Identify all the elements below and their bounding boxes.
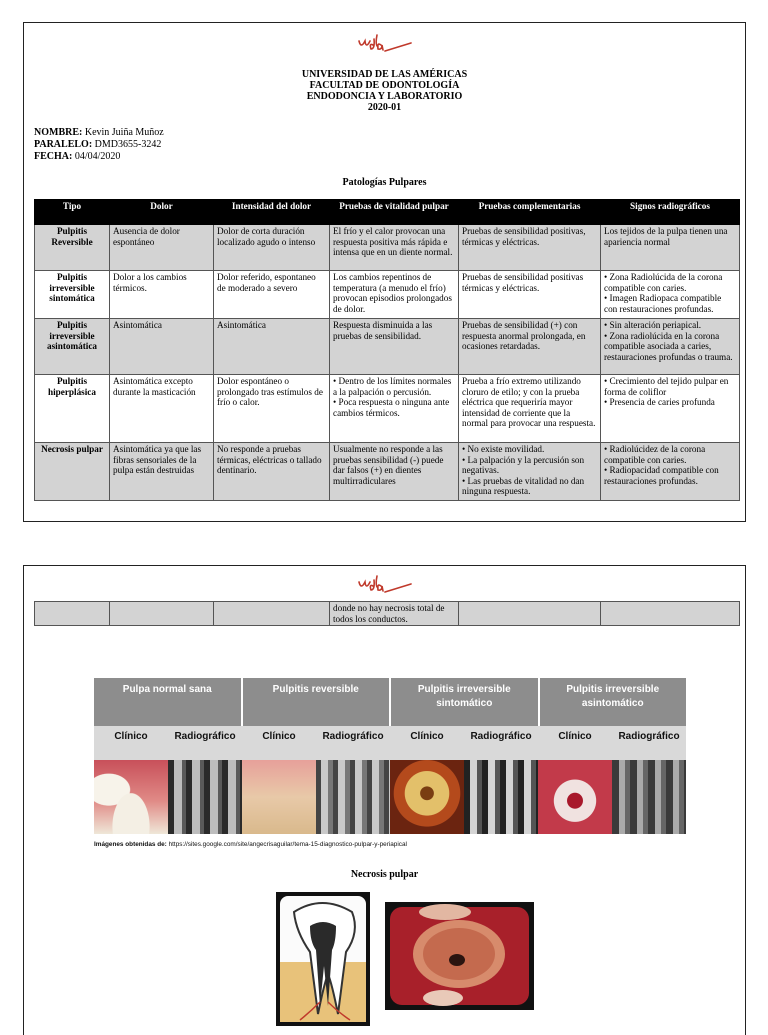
table-row <box>35 375 740 443</box>
subheader-radiografico: Radiográfico <box>174 731 236 742</box>
header-pulpitis-reversible: Pulpitis reversible <box>243 678 392 726</box>
list-item: • La palpación y la percusión son negativas. <box>462 454 585 476</box>
fecha-label: FECHA: <box>34 151 73 162</box>
university-header <box>24 69 745 113</box>
list-item: • Imagen Radiopaca compatible con restauraciones profundas. <box>604 293 722 314</box>
cell-vitalidad: Los cambios repentinos de temperatura (a menudo el frío) provocan episodios prolongados de dolor. <box>330 271 459 319</box>
paralelo-label: PARALELO: <box>34 139 93 150</box>
col-header-complementarias: Pruebas complementarias <box>459 200 601 225</box>
cell-complementarias: Pruebas de sensibilidad (+) con respuesta anormal prolongada, en ocasiones retardadas. <box>459 319 601 375</box>
subheader-radiografico: Radiográfico <box>470 731 532 742</box>
cell-tipo: Pulpitis hiperplásica <box>35 375 110 443</box>
student-info <box>34 127 164 163</box>
nombre-label: NOMBRE: <box>34 127 83 138</box>
document-title: Patologías Pulpares <box>342 177 427 188</box>
header-pulpa-normal: Pulpa normal sana <box>94 678 243 726</box>
col-header-radiograficos: Signos radiográficos <box>601 200 740 225</box>
cell-vitalidad: Respuesta disminuida a las pruebas de sensibilidad. <box>330 319 459 375</box>
image-table-header <box>94 678 686 726</box>
cell-tipo: Pulpitis Reversible <box>35 225 110 271</box>
header-course: ENDODONCIA Y LABORATORIO <box>306 91 463 102</box>
list-item: • Las pruebas de vitalidad no dan ninguna respuesta. <box>462 475 585 497</box>
subheader-clinico: Clínico <box>262 731 296 742</box>
list-item: • Zona Radiolúcida de la corona compatible con caries. <box>604 272 723 293</box>
header-pulpitis-irreversible-asintomatico: Pulpitis irreversible asintomático <box>540 678 687 726</box>
document-page-1 <box>23 22 746 522</box>
subheader-clinico: Clínico <box>410 731 444 742</box>
cell-tipo: Pulpitis irreversible asintomática <box>35 319 110 375</box>
image-table-subheader <box>94 726 686 760</box>
clinical-photo-irreversible-asymptomatic <box>538 760 612 834</box>
col-header-intensidad: Intensidad del dolor <box>214 200 330 225</box>
cell-dolor: Asintomática ya que las fibras sensoriales de la pulpa están destruidas <box>110 443 214 501</box>
cell-radiograficos <box>601 443 740 501</box>
cell-tipo: Pulpitis irreversible sintomática <box>35 271 110 319</box>
document-page-2 <box>23 565 746 1035</box>
list-item: • Radiopacidad compatible con restauraciones profundas. <box>604 465 719 486</box>
table-header-row <box>35 200 740 225</box>
cell-vitalidad <box>330 375 459 443</box>
header-pulpitis-irreversible-sintomatico: Pulpitis irreversible sintomático <box>391 678 540 726</box>
table-row <box>35 443 740 501</box>
cell-complementarias: Pruebas de sensibilidad positivas térmicas y eléctricas. <box>459 271 601 319</box>
cell-tipo: Necrosis pulpar <box>35 443 110 501</box>
image-source <box>94 841 407 848</box>
table-row <box>35 319 740 375</box>
header-faculty: FACULTAD DE ODONTOLOGÍA <box>309 80 460 91</box>
header-university: UNIVERSIDAD DE LAS AMÉRICAS <box>301 69 468 80</box>
cell-complementarias: Pruebas de sensibilidad positivas, térmicas y eléctricas. <box>459 225 601 271</box>
image-row <box>94 760 686 834</box>
cell-radiograficos <box>601 319 740 375</box>
cell-dolor: Asintomática <box>110 319 214 375</box>
cell-dolor: Dolor a los cambios térmicos. <box>110 271 214 319</box>
subheader-clinico: Clínico <box>114 731 148 742</box>
source-link[interactable]: https://sites.google.com/site/angecrisaguilar/tema-15-diagnostico-pulpar-y-periapical <box>166 841 407 848</box>
cell-vitalidad: donde no hay necrosis total de todos los conductos. <box>330 602 459 626</box>
udla-logo <box>24 31 745 60</box>
cell-intensidad: Asintomática <box>214 319 330 375</box>
subheader-clinico: Clínico <box>558 731 592 742</box>
nombre-value: Kevin Juiña Muñoz <box>82 127 164 138</box>
fecha-value: 04/04/2020 <box>72 151 121 162</box>
cell-vitalidad: Usualmente no responde a las pruebas sensibilidad (-) puede dar falsos (+) en dientes multirradiculares <box>330 443 459 501</box>
cell-complementarias: Prueba a frío extremo utilizando cloruro de etilo; y con la prueba eléctrica que requeriría mayor intensidad de corriente que la normal para provocar una respuesta. <box>459 375 601 443</box>
subheader-radiografico: Radiográfico <box>322 731 384 742</box>
cell-dolor: Asintomática excepto durante la masticación <box>110 375 214 443</box>
list-item: • Crecimiento del tejido pulpar en forma de coliflor <box>604 376 729 397</box>
xray-irreversible-symptomatic <box>464 760 538 834</box>
pathologies-table <box>34 199 740 501</box>
table-continuation <box>34 601 740 626</box>
col-header-tipo: Tipo <box>35 200 110 225</box>
list-item: • Dentro de los límites normales a la palpación o percusión. <box>333 376 452 397</box>
list-item: • Poca respuesta o ninguna ante cambios térmicos. <box>333 397 450 418</box>
clinical-photo-irreversible-symptomatic <box>390 760 464 834</box>
paralelo-value: DMD3655-3242 <box>92 139 162 150</box>
cell-complementarias <box>459 443 601 501</box>
cell-radiograficos: Los tejidos de la pulpa tienen una apariencia normal <box>601 225 740 271</box>
col-header-dolor: Dolor <box>110 200 214 225</box>
clinical-photo-healthy <box>94 760 168 834</box>
subheader-radiografico: Radiográfico <box>618 731 680 742</box>
necrosis-title: Necrosis pulpar <box>350 869 419 880</box>
cell-radiograficos <box>601 271 740 319</box>
list-item: • Sin alteración periapical. <box>604 320 702 330</box>
table-row <box>35 271 740 319</box>
necrosis-tooth-illustration <box>276 892 370 1031</box>
cell-intensidad: Dolor espontáneo o prolongado tras estímulos de frío o calor. <box>214 375 330 443</box>
cell-intensidad: No responde a pruebas térmicas, eléctricas o tallado dentinario. <box>214 443 330 501</box>
xray-irreversible-asymptomatic <box>612 760 686 834</box>
cell-vitalidad: El frío y el calor provocan una respuesta positiva más rápida e intensa que en un diente normal. <box>330 225 459 271</box>
cell-radiograficos <box>601 375 740 443</box>
list-item: • Radiolúcidez de la corona compatible con caries. <box>604 444 706 465</box>
cell-intensidad: Dolor de corta duración localizado agudo o intenso <box>214 225 330 271</box>
table-row <box>35 225 740 271</box>
list-item: • Presencia de caries profunda <box>604 397 715 408</box>
list-item: • Zona radiolúcida en la corona compatible asociada a caries, restauraciones profundas o trauma. <box>604 330 733 362</box>
xray-reversible <box>316 760 390 834</box>
list-item: • No existe movilidad. <box>462 444 545 454</box>
necrosis-clinical-photo <box>385 902 534 1015</box>
cell-intensidad: Dolor referido, espontaneo de moderado a severo <box>214 271 330 319</box>
source-label: Imágenes obtenidas de: <box>94 841 167 848</box>
table-row <box>35 602 740 626</box>
udla-logo <box>24 572 745 601</box>
clinical-image-table <box>94 678 686 834</box>
header-period: 2020-01 <box>367 102 402 113</box>
xray-healthy <box>168 760 242 834</box>
col-header-vitalidad: Pruebas de vitalidad pulpar <box>330 200 459 225</box>
clinical-photo-reversible <box>242 760 316 834</box>
cell-dolor: Ausencia de dolor espontáneo <box>110 225 214 271</box>
